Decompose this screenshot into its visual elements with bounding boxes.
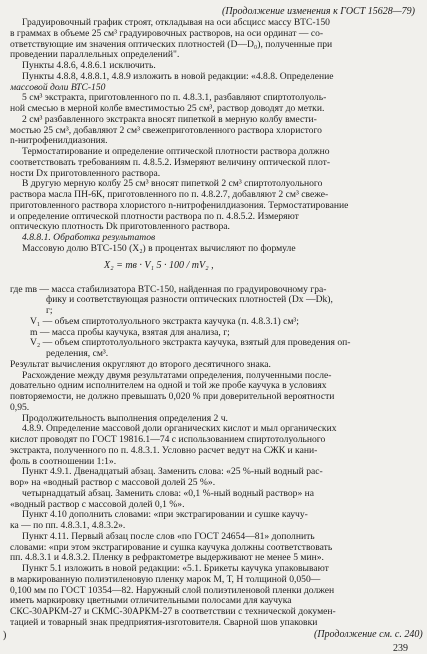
text-line: ответствующие им значения оптических плотностей (D—D₀), полученные при bbox=[10, 38, 333, 50]
text-line: фику и соответствующая разности оптических плотностей (Dx —Dk), bbox=[46, 294, 333, 306]
text-line: V₁ — объем спиртотолуольного экстракта каучука (п. 4.8.3.1) см³; bbox=[30, 315, 299, 327]
text-line: ка — по пп. 4.8.3.1, 4.8.3.2». bbox=[10, 520, 126, 531]
text-line: В другую мерную колбу 25 см³ вносят пипеткой 2 см³ спиртотолуольного bbox=[22, 178, 323, 190]
text-line: Пункты 4.8.8, 4.8.8.1, 4.8.9 изложить в новой редакции: «4.8.8. Определение bbox=[22, 70, 334, 82]
text-line: СКС-30АРКМ-27 и СКМС-30АРКМ-27 в соответствии с технической докумен- bbox=[10, 606, 336, 617]
section-heading: массовой доли ВТС-150 bbox=[10, 81, 106, 93]
text-line: V₂ — объем спиртотолуольного экстракта каучука, взятый для проведения оп- bbox=[30, 337, 351, 349]
text-line: тацией и товарный знак предприятия-изготовителя. Сварной шов упаковки bbox=[10, 616, 318, 628]
text-line: где mв — масса стабилизатора ВТС-150, найденная по градуировочному гра- bbox=[10, 283, 327, 295]
margin-mark: ) bbox=[3, 629, 7, 641]
text-line: мостью 25 см³, добавляют 2 см³ свежеприготовленного раствора хлористого bbox=[10, 124, 322, 136]
text-line: словами: «при этом экстрагирование и сушка каучука должны соответствовать bbox=[10, 541, 333, 553]
text-line: экстракта, полученного по п. 4.8.3.1. Условно расчет ведут на СЖК и кани- bbox=[10, 444, 318, 456]
text-line: раствора масла ПН-6К, приготовленного по п. 4.8.2.7, добавляют 2 см³ свеже- bbox=[10, 189, 329, 200]
text-line: 0,100 мм по ГОСТ 10354—82. Наружный слой полиэтиленовой пленки должен bbox=[10, 584, 335, 596]
text-line: ной смесью в мерной колбе вместимостью 25 см³, раствор доводят до метки. bbox=[10, 103, 325, 114]
text-line: довательно одним исполнителем на одной и той же пробе каучука в условиях bbox=[10, 380, 327, 392]
text-line: кислот проводят по ГОСТ 19816.1—74 с использованием спиртотолуольного bbox=[10, 434, 326, 445]
text-line: «водный раствор с массовой долей 0,1 %». bbox=[10, 498, 185, 510]
text-line: вор» на «водный раствор с массовой долей 25 %». bbox=[10, 477, 216, 488]
text-line: 5 см³ экстракта, приготовленного по п. 4.8.3.1, разбавляют спиртотолуоль- bbox=[22, 92, 327, 104]
text-line: 2 см³ разбавленного экстракта вносят пипеткой в мерную колбу вмести- bbox=[22, 113, 317, 125]
text-line: и определение оптической плотности раствора по п. 4.8.5.2. Измеряют bbox=[10, 210, 299, 222]
text-line: фоль в соотношении 1:1». bbox=[10, 455, 117, 467]
text-line: в граммах в объеме 25 см³ градуировочных растворов, на оси ординат — со- bbox=[10, 27, 324, 39]
text-line: n-нитрофенилдиазония. bbox=[10, 135, 108, 147]
text-line: 4.8.9. Определение массовой доли органических кислот и мыл органических bbox=[22, 423, 337, 435]
text-line: Пункт 4.11. Первый абзац после слов «по ГОСТ 24654—81» дополнить bbox=[22, 530, 315, 542]
text-line: Пункты 4.8.6, 4.8.6.1 исключить. bbox=[22, 60, 156, 71]
text-line: Массовую долю ВТС-150 (X₂) в процентах вычисляют по формуле bbox=[22, 242, 296, 254]
text-line: Градуировочный график строят, откладывая на оси абсцисс массу ВТС-150 bbox=[22, 17, 330, 28]
text-line: четырнадцатый абзац. Заменить слова: «0,1 %-ный водный раствор» на bbox=[22, 487, 315, 499]
text-line: Термостатирование и определение оптической плотности раствора должно bbox=[22, 146, 330, 157]
section-heading: 4.8.8.1. Обработка результатов bbox=[22, 232, 156, 243]
text-line: ределения, см³. bbox=[46, 348, 109, 359]
text-line: оптическую плотность Dk приготовленного раствора. bbox=[10, 221, 230, 233]
formula: X₂ = mв · V₁ 5 · 100 / mV₂ , bbox=[104, 259, 214, 271]
page-header: (Продолжение изменения к ГОСТ 15628—79) bbox=[222, 6, 415, 17]
text-line: m — масса пробы каучука, взятая для анализа, г; bbox=[30, 326, 230, 338]
text-line: иметь маркировку цветными отличительными полосами для каучука bbox=[10, 595, 292, 607]
text-line: повторяемости, не должно превышать 0,020 % при доверительной вероятности bbox=[10, 391, 335, 402]
page-number: 239 bbox=[393, 642, 408, 654]
text-line: Продолжительность выполнения определения 2 ч. bbox=[22, 412, 228, 424]
continuation-note: (Продолжение см. с. 240) bbox=[314, 628, 423, 640]
text-line: пп. 4.8.3.1 и 4.8.3.2. Пленку в рефрактометре выдерживают не менее 5 мин». bbox=[10, 552, 324, 564]
text-line: Пункт 5.1 изложить в новой редакции: «5.1. Брикеты каучука упаковывают bbox=[22, 563, 329, 574]
text-line: Расхождение между двумя результатами определения, полученными после- bbox=[22, 369, 332, 381]
text-line: в маркированную полиэтиленовую пленку марок М, Т, Н толщиной 0,050— bbox=[10, 573, 321, 585]
text-line: приготовленного раствора хлористого n-нитрофенилдиазония. Термостатирование bbox=[10, 199, 349, 211]
text-line: Пункт 4.9.1. Двенадцатый абзац. Заменить слова: «25 %-ный водный рас- bbox=[22, 466, 323, 478]
text-line: Пункт 4.10 дополнить словами: «при экстрагировании и сушке каучу- bbox=[22, 509, 308, 521]
text-line: Результат вычисления округляют до второго десятичного знака. bbox=[10, 358, 271, 370]
text-line: г; bbox=[46, 305, 53, 316]
text-line: проведении параллельных определений". bbox=[10, 49, 180, 61]
text-line: ности Dx приготовленного раствора. bbox=[10, 167, 161, 179]
text-line: соответствовать требованиям п. 4.8.5.2. Измеряют величину оптической плот- bbox=[10, 156, 331, 168]
text-line: 0,95. bbox=[10, 401, 30, 413]
